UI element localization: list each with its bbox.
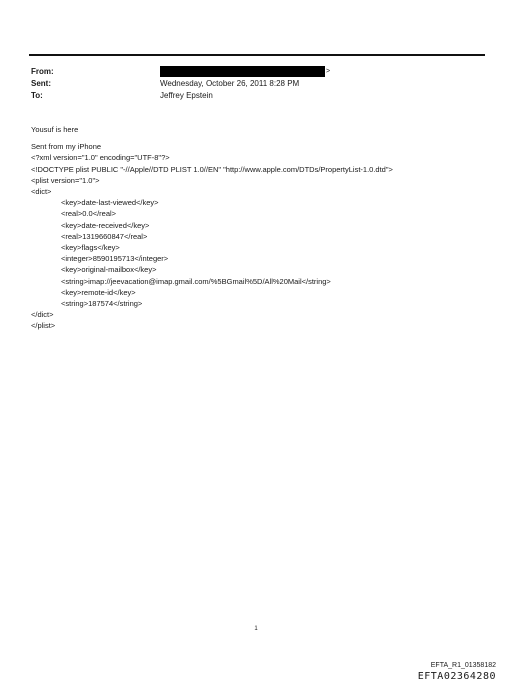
sent-label: Sent: <box>31 79 51 88</box>
sent-value: Wednesday, October 26, 2011 8:28 PM <box>160 79 300 88</box>
dict-line: <integer>8590195713</integer> <box>61 254 169 264</box>
dict-line: <key>date-received</key> <box>61 220 150 230</box>
xml-line: <?xml version="1.0" encoding="UTF-8"?> <box>31 153 170 163</box>
page-number: 1 <box>254 626 258 632</box>
dict-line: <real>0.0</real> <box>61 209 117 219</box>
bates-number-small: EFTA_R1_01358182 <box>430 662 496 669</box>
to-label: To: <box>31 91 43 100</box>
dict-line: <string>imap://jeevacation@imap.gmail.com/%5BGmail%5D/All%20Mail</string> <box>61 276 331 286</box>
greeting-line: Yousuf is here <box>31 125 79 134</box>
dict-line: <key>original-mailbox</key> <box>61 265 157 275</box>
redaction-block <box>160 66 325 77</box>
dict-line: <real>1319660847</real> <box>61 231 148 241</box>
xml-line: <!DOCTYPE plist PUBLIC "-//Apple//DTD PLIST 1.0//EN" "http://www.apple.com/DTDs/PropertyList-1.0.dtd"> <box>31 164 393 174</box>
close-line: </plist> <box>31 321 56 331</box>
close-line: </dict> <box>31 310 54 320</box>
from-label: From: <box>31 67 54 76</box>
from-suffix: > <box>326 68 331 75</box>
dict-line: <key>date-last-viewed</key> <box>61 198 159 208</box>
email-body <box>31 124 491 332</box>
bates-number-large: EFTA02364280 <box>417 671 496 682</box>
dict-line: <key>remote-id</key> <box>61 287 136 297</box>
xml-line: <dict> <box>31 187 52 197</box>
xml-line: <plist version="1.0"> <box>31 175 100 185</box>
to-value: Jeffrey Epstein <box>160 91 213 100</box>
header-rule <box>29 54 485 56</box>
dict-line: <key>flags</key> <box>61 243 120 253</box>
dict-line: <string>187574</string> <box>61 299 143 309</box>
signature-line: Sent from my iPhone <box>31 142 102 152</box>
